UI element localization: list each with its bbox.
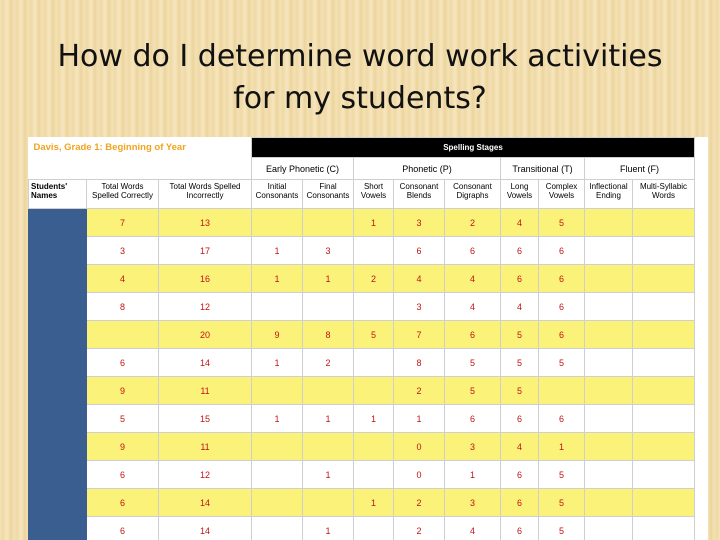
student-name-cell	[29, 517, 87, 540]
table-cell	[633, 237, 695, 265]
table-cell: 5	[539, 461, 585, 489]
table-cell: 6	[394, 237, 445, 265]
table-cell: 6	[87, 517, 159, 540]
table-cell: 5	[87, 405, 159, 433]
table-cell: 3	[445, 489, 501, 517]
table-cell	[633, 433, 695, 461]
table-cell: 5	[539, 489, 585, 517]
table-row	[29, 405, 695, 433]
col-header-initial-consonants: Initial Consonants	[252, 180, 303, 209]
table-cell: 2	[394, 517, 445, 540]
table-cell	[252, 377, 303, 405]
table-cell: 6	[539, 321, 585, 349]
table-cell: 6	[445, 321, 501, 349]
table-row	[29, 489, 695, 517]
table-cell: 2	[394, 489, 445, 517]
table-cell: 4	[445, 293, 501, 321]
table-cell: 16	[159, 265, 252, 293]
table-cell: 12	[159, 461, 252, 489]
table-cell: 14	[159, 489, 252, 517]
col-header-multi-syllabic: Multi-Syllabic Words	[633, 180, 695, 209]
table-cell	[354, 349, 394, 377]
table-cell: 1	[354, 405, 394, 433]
table-cell: 1	[252, 265, 303, 293]
table-cell: 1	[303, 461, 354, 489]
col-header-complex-vowels: Complex Vowels	[539, 180, 585, 209]
table-cell: 8	[303, 321, 354, 349]
table-cell: 5	[445, 349, 501, 377]
table-cell: 6	[87, 461, 159, 489]
table-cell	[585, 377, 633, 405]
table-cell: 2	[445, 209, 501, 237]
table-cell	[354, 433, 394, 461]
table-cell	[633, 405, 695, 433]
table-cell: 12	[159, 293, 252, 321]
col-header-consonant-digraphs: Consonant Digraphs	[445, 180, 501, 209]
student-name-cell	[29, 377, 87, 405]
student-name-cell	[29, 349, 87, 377]
table-cell	[633, 517, 695, 540]
table-cell	[633, 349, 695, 377]
table-cell: 5	[539, 209, 585, 237]
table-cell: 5	[539, 517, 585, 540]
table-cell: 1	[252, 349, 303, 377]
table-row	[29, 237, 695, 265]
table-cell: 6	[501, 405, 539, 433]
table-cell: 9	[87, 433, 159, 461]
table-row	[29, 433, 695, 461]
table-cell	[633, 321, 695, 349]
table-cell	[252, 209, 303, 237]
table-cell: 2	[303, 349, 354, 377]
table-cell	[585, 321, 633, 349]
stage-group-early-phonetic: Early Phonetic (C)	[252, 158, 354, 180]
table-row	[29, 349, 695, 377]
table-cell: 1	[445, 461, 501, 489]
table-cell	[585, 293, 633, 321]
table-row	[29, 209, 695, 237]
stage-group-phonetic: Phonetic (P)	[354, 158, 501, 180]
table-cell	[633, 377, 695, 405]
table-cell	[354, 461, 394, 489]
table-row	[29, 293, 695, 321]
col-header-final-consonants: Final Consonants	[303, 180, 354, 209]
slide-title-line-1: How do I determine word work activities	[57, 39, 663, 74]
table-cell: 5	[501, 377, 539, 405]
table-cell: 6	[501, 489, 539, 517]
table-cell: 3	[303, 237, 354, 265]
table-cell	[633, 265, 695, 293]
student-name-cell	[29, 265, 87, 293]
table-cell	[633, 461, 695, 489]
spelling-table	[28, 137, 695, 540]
table-cell: 13	[159, 209, 252, 237]
table-cell: 1	[252, 405, 303, 433]
slide-title-line-2: for my students?	[233, 81, 487, 116]
table-cell: 9	[252, 321, 303, 349]
table-cell: 6	[501, 517, 539, 540]
table-cell	[303, 209, 354, 237]
table-cell: 8	[87, 293, 159, 321]
table-cell: 5	[354, 321, 394, 349]
table-cell: 1	[303, 405, 354, 433]
table-cell: 6	[501, 237, 539, 265]
table-cell: 4	[501, 433, 539, 461]
table-cell	[585, 349, 633, 377]
table-cell: 20	[159, 321, 252, 349]
table-cell: 6	[539, 265, 585, 293]
table-cell: 5	[501, 321, 539, 349]
table-cell: 6	[87, 349, 159, 377]
table-cell	[354, 237, 394, 265]
table-cell: 3	[394, 293, 445, 321]
table-cell: 3	[87, 237, 159, 265]
table-cell: 4	[445, 265, 501, 293]
table-cell	[354, 517, 394, 540]
student-name-cell	[29, 433, 87, 461]
table-cell: 0	[394, 433, 445, 461]
table-cell: 15	[159, 405, 252, 433]
table-cell: 6	[539, 293, 585, 321]
table-cell: 6	[539, 405, 585, 433]
table-cell: 6	[445, 237, 501, 265]
table-cell: 7	[394, 321, 445, 349]
student-name-cell	[29, 293, 87, 321]
table-cell	[585, 405, 633, 433]
table-cell	[252, 461, 303, 489]
table-cell	[585, 209, 633, 237]
student-name-cell	[29, 209, 87, 237]
table-cell	[539, 377, 585, 405]
table-cell	[87, 321, 159, 349]
table-cell: 6	[445, 405, 501, 433]
table-cell: 2	[354, 265, 394, 293]
table-cell	[585, 433, 633, 461]
table-row	[29, 265, 695, 293]
table-cell: 1	[303, 265, 354, 293]
table-cell: 6	[501, 265, 539, 293]
table-cell: 1	[539, 433, 585, 461]
table-cell: 4	[501, 293, 539, 321]
table-cell: 4	[87, 265, 159, 293]
table-cell: 4	[501, 209, 539, 237]
table-cell: 5	[445, 377, 501, 405]
col-header-long-vowels: Long Vowels	[501, 180, 539, 209]
sheet-title: Davis, Grade 1: Beginning of Year	[33, 141, 186, 153]
table-cell: 1	[394, 405, 445, 433]
table-cell	[585, 517, 633, 540]
table-cell: 6	[501, 461, 539, 489]
table-cell: 3	[445, 433, 501, 461]
table-cell: 7	[87, 209, 159, 237]
table-cell: 5	[501, 349, 539, 377]
col-header-short-vowels: Short Vowels	[354, 180, 394, 209]
student-name-cell	[29, 489, 87, 517]
table-cell	[303, 489, 354, 517]
table-cell	[252, 489, 303, 517]
column-header-row	[29, 180, 695, 209]
table-cell: 14	[159, 517, 252, 540]
table-cell: 8	[394, 349, 445, 377]
table-row	[29, 517, 695, 540]
table-cell	[633, 209, 695, 237]
table-cell	[585, 237, 633, 265]
table-cell: 1	[354, 489, 394, 517]
table-cell	[585, 461, 633, 489]
spreadsheet	[28, 137, 708, 540]
table-cell: 9	[87, 377, 159, 405]
table-row	[29, 461, 695, 489]
table-cell: 6	[539, 237, 585, 265]
table-cell: 14	[159, 349, 252, 377]
table-cell: 11	[159, 433, 252, 461]
table-cell: 11	[159, 377, 252, 405]
table-row	[29, 377, 695, 405]
table-cell: 4	[394, 265, 445, 293]
table-cell	[303, 433, 354, 461]
table-cell	[303, 377, 354, 405]
table-cell: 1	[252, 237, 303, 265]
col-header-total-correct: Total Words Spelled Correctly	[87, 180, 159, 209]
col-header-inflectional-ending: Inflectional Ending	[585, 180, 633, 209]
student-name-cell	[29, 405, 87, 433]
col-header-consonant-blends: Consonant Blends	[394, 180, 445, 209]
table-cell: 1	[354, 209, 394, 237]
table-cell	[354, 293, 394, 321]
col-header-total-incorrect: Total Words Spelled Incorrectly	[159, 180, 252, 209]
table-cell	[633, 489, 695, 517]
stage-group-transitional: Transitional (T)	[501, 158, 585, 180]
table-cell: 0	[394, 461, 445, 489]
table-cell	[633, 293, 695, 321]
table-cell	[252, 517, 303, 540]
table-cell	[585, 489, 633, 517]
slide-title	[0, 36, 720, 120]
table-cell	[252, 293, 303, 321]
table-cell: 1	[303, 517, 354, 540]
table-cell: 2	[394, 377, 445, 405]
table-cell: 5	[539, 349, 585, 377]
stage-group-fluent: Fluent (F)	[585, 158, 695, 180]
table-cell: 3	[394, 209, 445, 237]
col-header-students-names: Students' Names	[29, 180, 87, 209]
table-cell	[252, 433, 303, 461]
table-cell: 17	[159, 237, 252, 265]
spelling-stages-header: Spelling Stages	[252, 138, 695, 158]
table-cell: 6	[87, 489, 159, 517]
table-cell: 4	[445, 517, 501, 540]
student-name-cell	[29, 237, 87, 265]
table-row	[29, 321, 695, 349]
table-cell	[303, 293, 354, 321]
table-cell	[354, 377, 394, 405]
student-name-cell	[29, 321, 87, 349]
table-cell	[585, 265, 633, 293]
student-name-cell	[29, 461, 87, 489]
